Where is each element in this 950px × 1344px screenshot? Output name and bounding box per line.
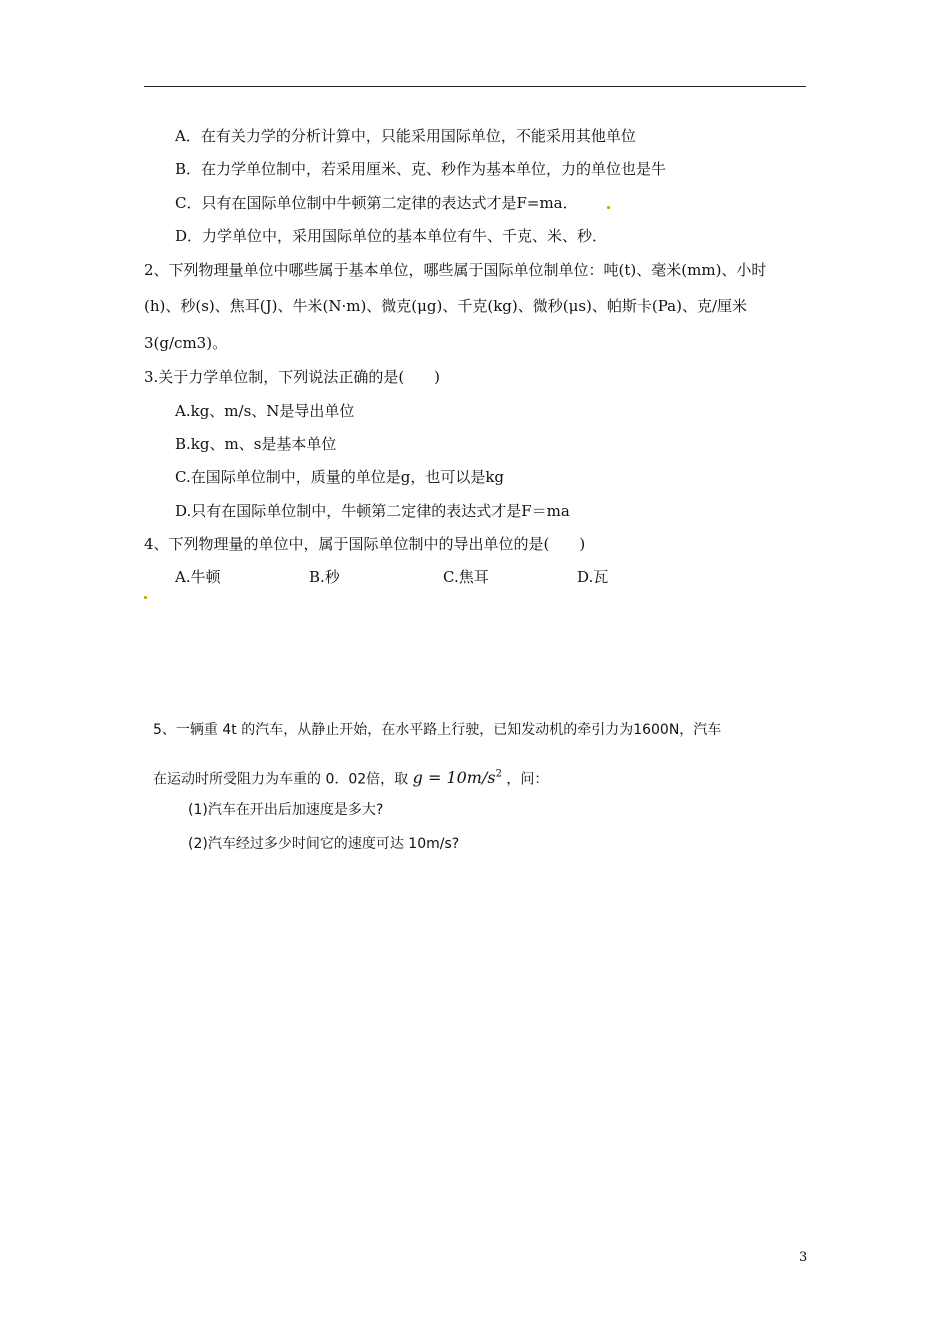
scan-mark (144, 596, 147, 599)
q5-line-1: 5、一辆重 4t 的汽车，从静止开始，在水平路上行驶，已知发动机的牵引力为1600N，汽车 (153, 722, 722, 738)
q5-line-2-post: ，问： (506, 771, 549, 788)
q5-sub-1: (1)汽车在开出后加速度是多大? (188, 802, 384, 818)
q2-line-1: 2、下列物理量单位中哪些属于基本单位，哪些属于国际单位制单位：吨(t)、毫米(mm)、小时 (144, 261, 767, 279)
q5-formula-exp: 2 (495, 769, 502, 780)
q3-stem: 3.关于力学单位制，下列说法正确的是( ) (144, 368, 441, 386)
q3-option-a: A.kg、m/s、N是导出单位 (175, 402, 355, 420)
q5-formula (413, 768, 502, 787)
page-number: 3 (799, 1250, 808, 1265)
q3-option-c: C.在国际单位制中，质量的单位是g，也可以是kg (175, 468, 505, 486)
q1-option-a: A．在有关力学的分析计算中，只能采用国际单位，不能采用其他单位 (175, 127, 636, 145)
header-rule (144, 86, 806, 87)
q4-option-d: D.瓦 (577, 568, 609, 586)
q5-sub-2: (2)汽车经过多少时间它的速度可达 10m/s? (188, 836, 460, 852)
q1-option-c: C．只有在国际单位制中牛顿第二定律的表达式才是F=ma． (175, 194, 578, 212)
q4-option-b: B.秒 (309, 568, 340, 586)
q5-line-2 (153, 765, 548, 789)
q1-option-d: D．力学单位中，采用国际单位的基本单位有牛、千克、米、秒． (175, 227, 608, 245)
q4-option-c: C.焦耳 (443, 568, 489, 586)
q3-option-d: D.只有在国际单位制中，牛顿第二定律的表达式才是F＝ma (175, 502, 570, 520)
q2-line-2: (h)、秒(s)、焦耳(J)、牛米(N·m)、微克(μg)、千克(kg)、微秒(μs)、帕斯卡(Pa)、克/厘米 (144, 297, 748, 315)
q5-line-2-pre: 在运动时所受阻力为车重的 0．02倍，取 (153, 771, 409, 788)
q4-options (175, 567, 608, 587)
q3-option-b: B.kg、m、s是基本单位 (175, 435, 337, 453)
scan-mark (607, 206, 610, 209)
q2-line-3: 3(g/cm3)。 (144, 334, 228, 352)
q1-option-b: B．在力学单位制中，若采用厘米、克、秒作为基本单位，力的单位也是牛 (175, 160, 667, 178)
q4-option-a: A.牛顿 (175, 568, 221, 586)
q5-formula-body: g = 10m/s (412, 768, 496, 788)
q4-stem: 4、下列物理量的单位中，属于国际单位制中的导出单位的是( ) (144, 535, 586, 553)
